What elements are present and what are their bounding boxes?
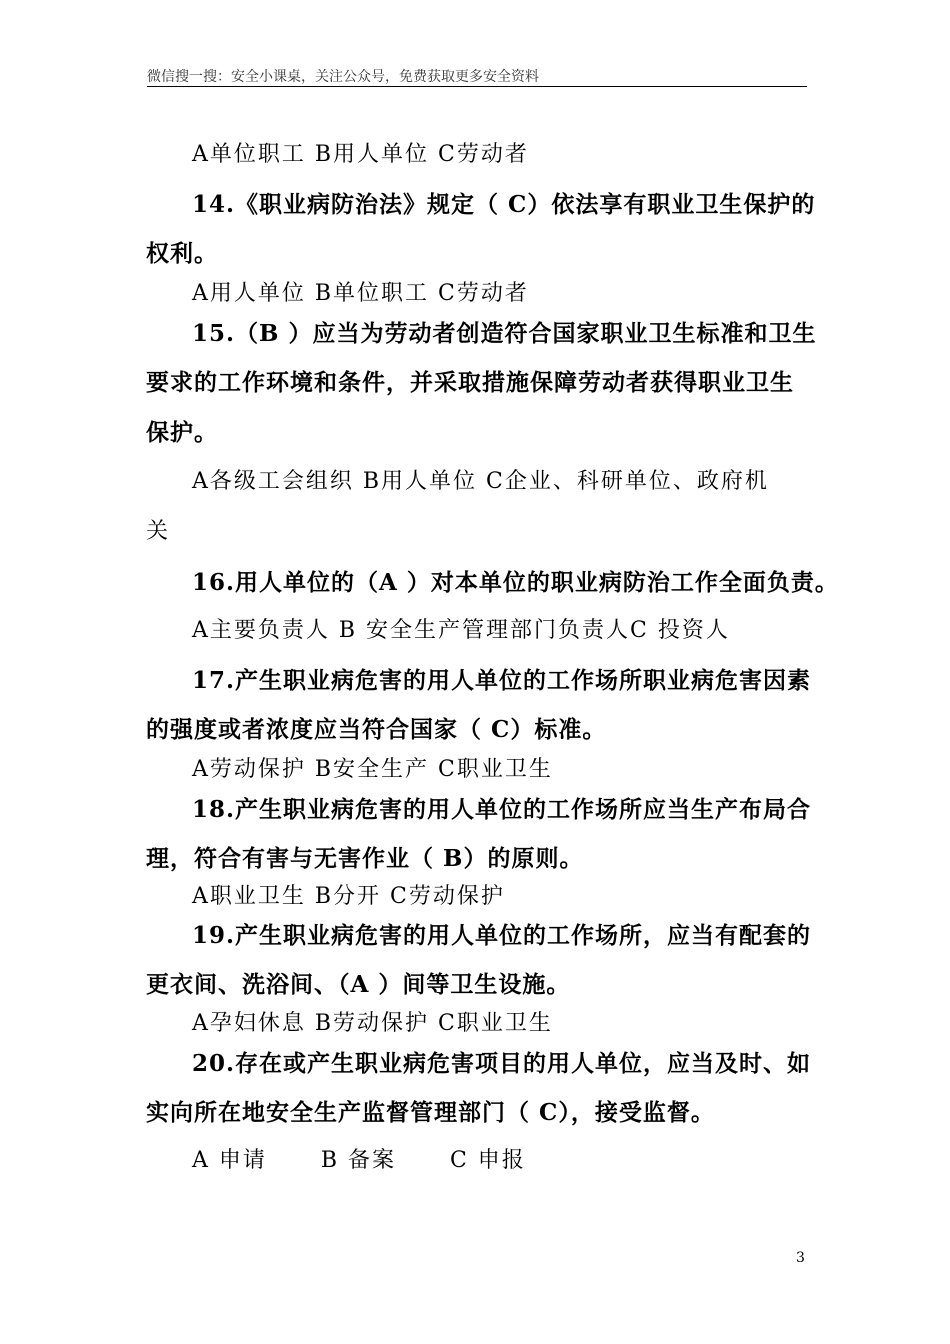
question-15-line-2: 要求的工作环境和条件，并采取措施保障劳动者获得职业卫生 <box>146 369 794 396</box>
options-line: A单位职工 B用人单位 C劳动者 <box>192 142 529 167</box>
question-18-line-2: 理，符合有害与无害作业（ B）的原则。 <box>146 845 584 872</box>
question-15-line-3: 保护。 <box>146 419 218 446</box>
options-line: A劳动保护 B安全生产 C职业卫生 <box>192 757 553 782</box>
question-17-line-2: 的强度或者浓度应当符合国家（ C）标准。 <box>146 716 607 743</box>
question-20-line-2: 实向所在地安全生产监督管理部门（ C），接受监督。 <box>146 1099 715 1126</box>
options-line-continued: 关 <box>146 519 171 544</box>
page-number: 3 <box>796 1250 805 1266</box>
header-divider <box>147 86 807 87</box>
options-line: A 申请 B 备案 C 申报 <box>192 1148 526 1173</box>
question-20-line-1: 20.存在或产生职业病危害项目的用人单位，应当及时、如 <box>192 1050 812 1077</box>
question-16-line-1: 16.用人单位的（A ）对本单位的职业病防治工作全面负责。 <box>192 569 839 596</box>
question-17-line-1: 17.产生职业病危害的用人单位的工作场所职业病危害因素 <box>192 667 812 694</box>
question-15-line-1: 15.（B ）应当为劳动者创造符合国家职业卫生标准和卫生 <box>192 320 817 347</box>
question-14-line-1: 14.《职业病防治法》规定（ C）依法享有职业卫生保护的 <box>192 191 816 218</box>
options-line: A用人单位 B单位职工 C劳动者 <box>192 281 529 306</box>
options-line: A职业卫生 B分开 C劳动保护 <box>192 884 505 909</box>
page-header: 微信搜一搜：安全小课桌，关注公众号，免费获取更多安全资料 <box>147 69 539 85</box>
question-19-line-1: 19.产生职业病危害的用人单位的工作场所，应当有配套的 <box>192 922 812 949</box>
question-18-line-1: 18.产生职业病危害的用人单位的工作场所应当生产布局合 <box>192 796 812 823</box>
question-19-line-2: 更衣间、洗浴间、（A ）间等卫生设施。 <box>146 971 571 998</box>
options-line: A各级工会组织 B用人单位 C企业、科研单位、政府机 <box>192 469 769 494</box>
options-line: A孕妇休息 B劳动保护 C职业卫生 <box>192 1011 553 1036</box>
question-14-line-2: 权利。 <box>146 240 218 267</box>
options-line: A主要负责人 B 安全生产管理部门负责人C 投资人 <box>192 618 730 643</box>
